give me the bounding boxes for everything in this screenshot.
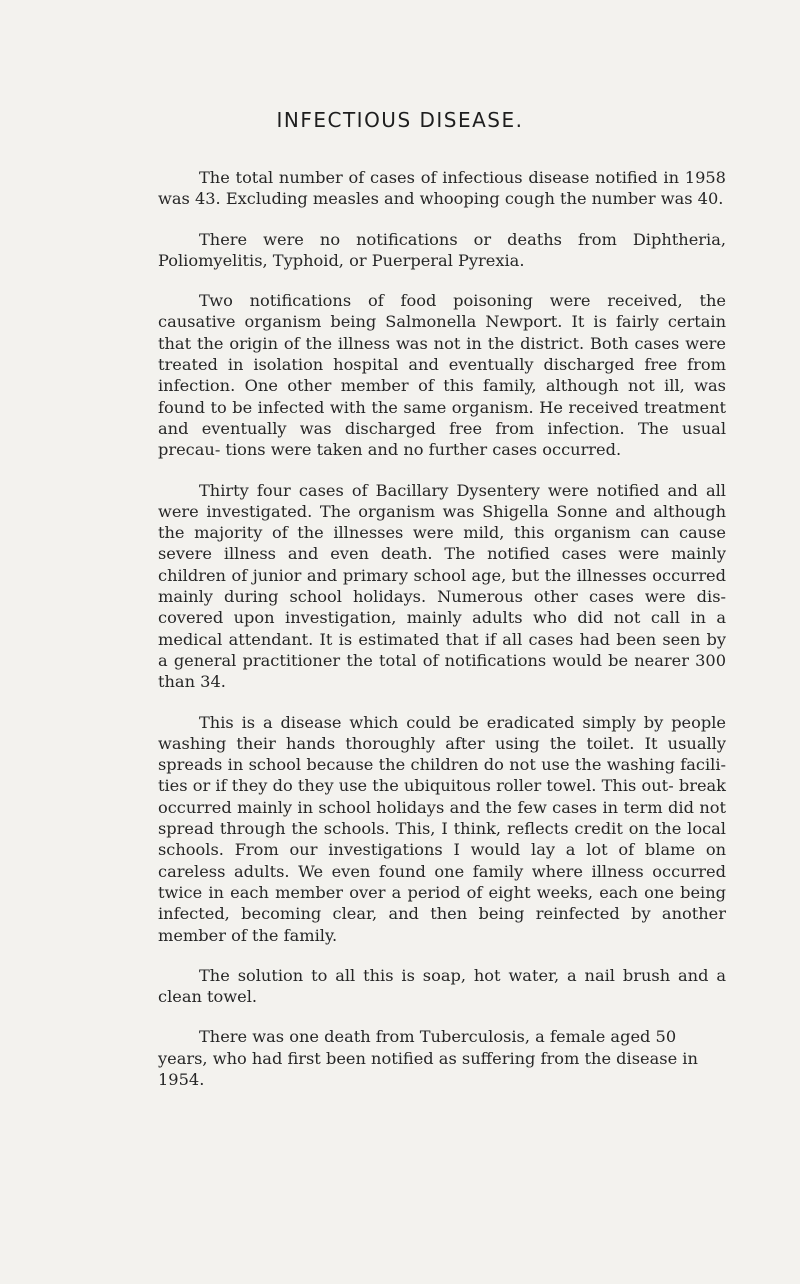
paragraph-solution: The solution to all this is soap, hot water, a nail brush and a clean towel. xyxy=(158,965,726,1007)
paragraph-hand-washing: This is a disease which could be eradicated simply by people washing their hands thoroughly after using the toilet. It usually spreads in school because the children do not use the washing facili- ties or if they do they use the ubiquitous roller towel. This out- break occurred mainly in school holidays and the few cases in term did not spread through the schools. This, I think, reflects credit on the local schools. From our investigations I would lay a lot of blame on careless adults. We even found one family where illness occurred twice in each member over a period of eight weeks, each one being infected, becoming clear, and then being reinfected by another member of the family. xyxy=(158,712,726,945)
page-title: INFECTIOUS DISEASE. xyxy=(276,108,524,132)
paragraph-notifications-total: The total number of cases of infectious disease notified in 1958 was 43. Excluding measles and whooping cough the number was 40. xyxy=(158,168,726,209)
document-body xyxy=(158,167,726,1109)
paragraph-food-poisoning: Two notifications of food poisoning were received, the causative organism being Salmonella Newport. It is fairly certain that the origin of the illness was not in the district. Both cases were treated in isolation hospital and eventually discharged free from infection. One other member of this family, although not ill, was found to be infected with the same organism. He received treatment and eventually was discharged free from infection. The usual precau- tions were taken and no further cases occurred. xyxy=(158,291,726,460)
paragraph-tuberculosis: There was one death from Tuberculosis, a female aged 50 years, who had first been notified as suffering from the disease in 1954. xyxy=(158,1027,698,1089)
paragraph-bacillary-dysentery: Thirty four cases of Bacillary Dysentery were notified and all were investigated. The organism was Shigella Sonne and although the majority of the illnesses were mild, this organism can cause severe illness and even death. The notified cases were mainly children of junior and primary school age, but the illnesses occurred mainly during school holidays. Numerous other cases were dis- covered upon investigation, mainly adults who did not call in a medical attendant. It is estimated that if all cases had been seen by a general practitioner the total of notifications would be nearer 300 than 34. xyxy=(158,480,726,692)
paragraph-no-notifications: There were no notifications or deaths from Diphtheria, Poliomyelitis, Typhoid, or Puerperal Pyrexia. xyxy=(158,229,726,270)
